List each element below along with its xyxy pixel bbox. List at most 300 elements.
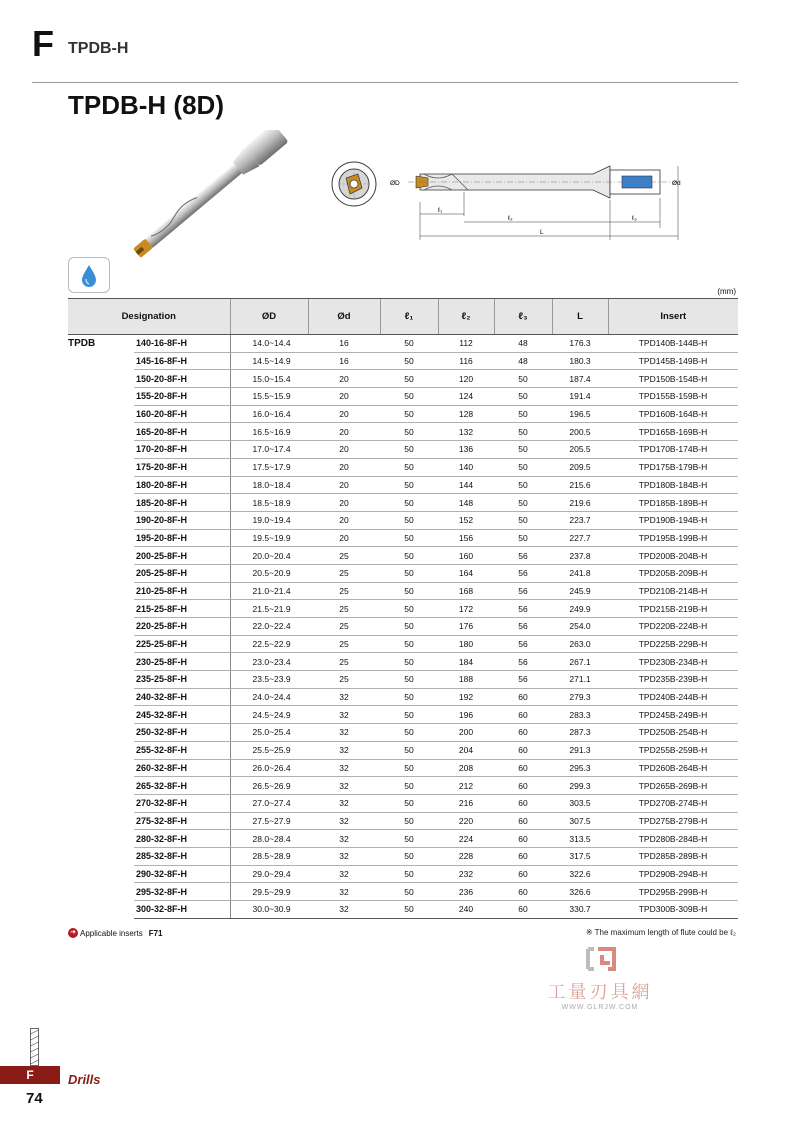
side-tab[interactable]: F (0, 1066, 60, 1084)
header-designation: Designation (68, 299, 230, 335)
l1-cell: 50 (380, 847, 438, 865)
section-letter: F (32, 23, 54, 64)
watermark-logo-icon (580, 945, 620, 973)
page-title: TPDB-H (8D) (68, 90, 224, 120)
L-cell: 326.6 (552, 883, 608, 901)
l3-cell: 50 (494, 476, 552, 494)
l2-cell: 224 (438, 830, 494, 848)
insert-cell[interactable]: TPD230B-234B-H (608, 653, 738, 671)
od-cell: 20.0~20.4 (230, 547, 308, 565)
od-cell: 16.5~16.9 (230, 423, 308, 441)
insert-cell[interactable]: TPD215B-219B-H (608, 600, 738, 618)
drill-photo (108, 130, 313, 260)
insert-cell[interactable]: TPD195B-199B-H (608, 529, 738, 547)
l2-cell: 220 (438, 812, 494, 830)
od-cell: 14.5~14.9 (230, 352, 308, 370)
L-cell: 219.6 (552, 494, 608, 512)
l3-cell: 60 (494, 706, 552, 724)
od-cell: 24.5~24.9 (230, 706, 308, 724)
table-row (68, 423, 738, 441)
od-small-cell: 20 (308, 370, 380, 388)
od-small-cell: 32 (308, 724, 380, 742)
designation-cell: 285-32-8F-H (134, 847, 230, 865)
l1-cell: 50 (380, 441, 438, 459)
table-row (68, 777, 738, 795)
od-cell: 22.5~22.9 (230, 635, 308, 653)
l3-cell: 60 (494, 759, 552, 777)
footnote-flute-length: ※ The maximum length of flute could be ℓ₂ (585, 928, 736, 937)
l3-cell: 60 (494, 830, 552, 848)
header-L: L (552, 299, 608, 335)
insert-cell[interactable]: TPD165B-169B-H (608, 423, 738, 441)
l1-cell: 50 (380, 618, 438, 636)
L-cell: 295.3 (552, 759, 608, 777)
table-row (68, 511, 738, 529)
l1-cell: 50 (380, 671, 438, 689)
insert-cell[interactable]: TPD250B-254B-H (608, 724, 738, 742)
l2-cell: 228 (438, 847, 494, 865)
designation-cell: 275-32-8F-H (134, 812, 230, 830)
insert-cell[interactable]: TPD220B-224B-H (608, 618, 738, 636)
insert-cell[interactable]: TPD190B-194B-H (608, 511, 738, 529)
designation-cell: 140-16-8F-H (134, 335, 230, 353)
od-cell: 15.0~15.4 (230, 370, 308, 388)
footnote-ref[interactable]: F71 (148, 928, 163, 938)
side-label: Drills (68, 1072, 101, 1087)
l1-cell: 50 (380, 529, 438, 547)
designation-cell: 200-25-8F-H (134, 547, 230, 565)
insert-cell[interactable]: TPD235B-239B-H (608, 671, 738, 689)
insert-cell[interactable]: TPD285B-289B-H (608, 847, 738, 865)
od-cell: 19.0~19.4 (230, 511, 308, 529)
L-cell: 317.5 (552, 847, 608, 865)
l2-cell: 180 (438, 635, 494, 653)
L-cell: 223.7 (552, 511, 608, 529)
table-row (68, 759, 738, 777)
table-row (68, 635, 738, 653)
l3-cell: 50 (494, 405, 552, 423)
od-cell: 26.0~26.4 (230, 759, 308, 777)
L-cell: 205.5 (552, 441, 608, 459)
insert-cell[interactable]: TPD295B-299B-H (608, 883, 738, 901)
l2-cell: 120 (438, 370, 494, 388)
od-small-cell: 20 (308, 529, 380, 547)
l2-cell: 116 (438, 352, 494, 370)
insert-cell[interactable]: TPD275B-279B-H (608, 812, 738, 830)
od-cell: 26.5~26.9 (230, 777, 308, 795)
header-od: ØD (230, 299, 308, 335)
l2-cell: 196 (438, 706, 494, 724)
od-cell: 19.5~19.9 (230, 529, 308, 547)
designation-cell: 295-32-8F-H (134, 883, 230, 901)
designation-cell: 260-32-8F-H (134, 759, 230, 777)
l3-cell: 56 (494, 653, 552, 671)
insert-cell[interactable]: TPD160B-164B-H (608, 405, 738, 423)
l3-cell: 60 (494, 865, 552, 883)
od-small-cell: 32 (308, 865, 380, 883)
od-cell: 24.0~24.4 (230, 688, 308, 706)
l2-cell: 204 (438, 741, 494, 759)
l3-cell: 56 (494, 635, 552, 653)
header-divider (32, 82, 738, 83)
designation-cell: 205-25-8F-H (134, 564, 230, 582)
l3-cell: 48 (494, 352, 552, 370)
l1-cell: 50 (380, 335, 438, 353)
L-cell: 322.6 (552, 865, 608, 883)
designation-cell: 165-20-8F-H (134, 423, 230, 441)
insert-cell[interactable]: TPD210B-214B-H (608, 582, 738, 600)
designation-cell: 145-16-8F-H (134, 352, 230, 370)
od-small-cell: 20 (308, 423, 380, 441)
l1-cell: 50 (380, 759, 438, 777)
L-cell: 241.8 (552, 564, 608, 582)
l1-cell: 50 (380, 423, 438, 441)
designation-cell: 255-32-8F-H (134, 741, 230, 759)
l2-cell: 168 (438, 582, 494, 600)
designation-cell: 240-32-8F-H (134, 688, 230, 706)
spec-table (68, 298, 738, 919)
l1-cell: 50 (380, 458, 438, 476)
l2-cell: 112 (438, 335, 494, 353)
insert-cell[interactable]: TPD270B-274B-H (608, 794, 738, 812)
designation-cell: 235-25-8F-H (134, 671, 230, 689)
l2-cell: 132 (438, 423, 494, 441)
section-name: TPDB-H (68, 40, 129, 57)
L-cell: 291.3 (552, 741, 608, 759)
designation-cell: 280-32-8F-H (134, 830, 230, 848)
table-row (68, 901, 738, 919)
od-small-cell: 20 (308, 476, 380, 494)
l1-cell: 50 (380, 794, 438, 812)
end-view-icon (330, 160, 378, 208)
l2-cell: 164 (438, 564, 494, 582)
header-l3: ℓ₃ (494, 299, 552, 335)
l1-cell: 50 (380, 370, 438, 388)
insert-cell[interactable]: TPD180B-184B-H (608, 476, 738, 494)
L-cell: 200.5 (552, 423, 608, 441)
footnote-text: Applicable inserts (80, 928, 143, 938)
table-row (68, 458, 738, 476)
arrow-right-icon: ➔ (68, 928, 78, 938)
l1-cell: 50 (380, 405, 438, 423)
l2-cell: 212 (438, 777, 494, 795)
l2-cell: 188 (438, 671, 494, 689)
od-cell: 21.5~21.9 (230, 600, 308, 618)
table-row (68, 441, 738, 459)
l1-cell: 50 (380, 600, 438, 618)
od-small-cell: 20 (308, 511, 380, 529)
od-cell: 29.0~29.4 (230, 865, 308, 883)
l1-cell: 50 (380, 741, 438, 759)
l3-label: ℓ₃ (632, 215, 637, 222)
l3-cell: 50 (494, 511, 552, 529)
od-small-cell: 25 (308, 582, 380, 600)
od-cell: 15.5~15.9 (230, 388, 308, 406)
l3-cell: 50 (494, 494, 552, 512)
l1-cell: 50 (380, 883, 438, 901)
designation-cell: 160-20-8F-H (134, 405, 230, 423)
l1-cell: 50 (380, 901, 438, 919)
od-cell: 23.0~23.4 (230, 653, 308, 671)
l3-cell: 48 (494, 335, 552, 353)
table-row (68, 706, 738, 724)
od-cell: 16.0~16.4 (230, 405, 308, 423)
insert-cell[interactable]: TPD205B-209B-H (608, 564, 738, 582)
od-cell: 17.5~17.9 (230, 458, 308, 476)
L-cell: 287.3 (552, 724, 608, 742)
table-row (68, 405, 738, 423)
insert-cell[interactable]: TPD280B-284B-H (608, 830, 738, 848)
table-row (68, 618, 738, 636)
watermark (520, 945, 680, 1011)
insert-cell[interactable]: TPD145B-149B-H (608, 352, 738, 370)
L-cell: 330.7 (552, 901, 608, 919)
l2-cell: 236 (438, 883, 494, 901)
l2-cell: 136 (438, 441, 494, 459)
L-cell: 299.3 (552, 777, 608, 795)
drill-side-icon (30, 1028, 39, 1066)
od-small-cell: 32 (308, 777, 380, 795)
l2-cell: 152 (438, 511, 494, 529)
l1-label: ℓ₁ (438, 207, 443, 214)
L-cell: 271.1 (552, 671, 608, 689)
L-cell: 254.0 (552, 618, 608, 636)
L-cell: 313.5 (552, 830, 608, 848)
od-small-cell: 16 (308, 335, 380, 353)
l2-cell: 200 (438, 724, 494, 742)
od-small-cell: 25 (308, 564, 380, 582)
L-cell: 245.9 (552, 582, 608, 600)
designation-cell: 170-20-8F-H (134, 441, 230, 459)
l2-cell: 148 (438, 494, 494, 512)
l2-cell: 128 (438, 405, 494, 423)
od-small-cell: 20 (308, 458, 380, 476)
l1-cell: 50 (380, 688, 438, 706)
od-small-cell: 16 (308, 352, 380, 370)
table-row (68, 653, 738, 671)
table-row (68, 600, 738, 618)
od-cell: 23.5~23.9 (230, 671, 308, 689)
table-row (68, 741, 738, 759)
od-small-cell: 32 (308, 883, 380, 901)
table-row (68, 388, 738, 406)
l3-cell: 60 (494, 883, 552, 901)
l3-cell: 50 (494, 458, 552, 476)
l3-cell: 60 (494, 777, 552, 795)
header-l2: ℓ₂ (438, 299, 494, 335)
l3-cell: 60 (494, 901, 552, 919)
l2-cell: 124 (438, 388, 494, 406)
l1-cell: 50 (380, 706, 438, 724)
l3-cell: 56 (494, 618, 552, 636)
l2-cell: 232 (438, 865, 494, 883)
od-small-cell: 32 (308, 847, 380, 865)
od-cell: 30.0~30.9 (230, 901, 308, 919)
l3-cell: 60 (494, 688, 552, 706)
od-cell: 25.5~25.9 (230, 741, 308, 759)
tool-drawing (388, 158, 698, 242)
insert-cell[interactable]: TPD300B-309B-H (608, 901, 738, 919)
l1-cell: 50 (380, 865, 438, 883)
l2-cell: 240 (438, 901, 494, 919)
L-cell: 283.3 (552, 706, 608, 724)
l2-cell: 144 (438, 476, 494, 494)
l3-cell: 56 (494, 564, 552, 582)
designation-cell: 245-32-8F-H (134, 706, 230, 724)
family-label: TPDB (68, 338, 96, 349)
l3-cell: 56 (494, 547, 552, 565)
designation-cell: 210-25-8F-H (134, 582, 230, 600)
l1-cell: 50 (380, 564, 438, 582)
l3-cell: 56 (494, 671, 552, 689)
insert-cell[interactable]: TPD155B-159B-H (608, 388, 738, 406)
insert-cell[interactable]: TPD185B-189B-H (608, 494, 738, 512)
designation-cell: 180-20-8F-H (134, 476, 230, 494)
table-row (68, 476, 738, 494)
l3-cell: 60 (494, 847, 552, 865)
l1-cell: 50 (380, 388, 438, 406)
l1-cell: 50 (380, 511, 438, 529)
L-label: L (540, 229, 544, 236)
od-cell: 20.5~20.9 (230, 564, 308, 582)
l3-cell: 50 (494, 370, 552, 388)
insert-cell[interactable]: TPD260B-264B-H (608, 759, 738, 777)
header-l1: ℓ₁ (380, 299, 438, 335)
table-row (68, 847, 738, 865)
l1-cell: 50 (380, 653, 438, 671)
insert-cell[interactable]: TPD255B-259B-H (608, 741, 738, 759)
designation-cell: 250-32-8F-H (134, 724, 230, 742)
od-small-cell: 25 (308, 547, 380, 565)
l2-cell: 140 (438, 458, 494, 476)
designation-cell: 220-25-8F-H (134, 618, 230, 636)
od-small-cell: 25 (308, 618, 380, 636)
designation-cell: 195-20-8F-H (134, 529, 230, 547)
l2-cell: 156 (438, 529, 494, 547)
L-cell: 176.3 (552, 335, 608, 353)
l2-cell: 192 (438, 688, 494, 706)
table-row (68, 812, 738, 830)
coolant-badge (68, 257, 110, 293)
l3-cell: 50 (494, 388, 552, 406)
od-small-cell: 20 (308, 388, 380, 406)
od-small-cell: 32 (308, 741, 380, 759)
od-small-cell: 32 (308, 759, 380, 777)
L-cell: 227.7 (552, 529, 608, 547)
insert-cell[interactable]: TPD245B-249B-H (608, 706, 738, 724)
od-cell: 21.0~21.4 (230, 582, 308, 600)
od-small-cell: 20 (308, 405, 380, 423)
insert-cell[interactable]: TPD265B-269B-H (608, 777, 738, 795)
od-cell: 25.0~25.4 (230, 724, 308, 742)
page-number: 74 (26, 1090, 43, 1107)
l3-cell: 60 (494, 724, 552, 742)
watermark-url: WWW.GLRJW.COM (561, 1004, 639, 1011)
L-cell: 187.4 (552, 370, 608, 388)
unit-label: (mm) (717, 287, 736, 296)
l1-cell: 50 (380, 352, 438, 370)
l1-cell: 50 (380, 777, 438, 795)
L-cell: 303.5 (552, 794, 608, 812)
od-small-label: Ød (672, 180, 681, 187)
l2-cell: 172 (438, 600, 494, 618)
insert-cell[interactable]: TPD175B-179B-H (608, 458, 738, 476)
coolant-drop-icon (69, 258, 109, 292)
l1-cell: 50 (380, 547, 438, 565)
designation-cell: 215-25-8F-H (134, 600, 230, 618)
table-row (68, 547, 738, 565)
od-cell: 27.0~27.4 (230, 794, 308, 812)
designation-cell: 265-32-8F-H (134, 777, 230, 795)
table-row (68, 671, 738, 689)
designation-cell: 300-32-8F-H (134, 901, 230, 919)
insert-cell[interactable]: TPD240B-244B-H (608, 688, 738, 706)
table-row (68, 794, 738, 812)
l3-cell: 50 (494, 529, 552, 547)
table-row (68, 529, 738, 547)
l2-cell: 176 (438, 618, 494, 636)
od-small-cell: 32 (308, 812, 380, 830)
header-od-small: Ød (308, 299, 380, 335)
od-small-cell: 32 (308, 830, 380, 848)
designation-cell: 270-32-8F-H (134, 794, 230, 812)
l1-cell: 50 (380, 635, 438, 653)
l3-cell: 50 (494, 441, 552, 459)
table-row (68, 582, 738, 600)
od-small-cell: 32 (308, 901, 380, 919)
designation-cell: 155-20-8F-H (134, 388, 230, 406)
table-body (68, 335, 738, 919)
L-cell: 263.0 (552, 635, 608, 653)
insert-cell[interactable]: TPD290B-294B-H (608, 865, 738, 883)
l2-cell: 208 (438, 759, 494, 777)
l3-cell: 50 (494, 423, 552, 441)
od-label: ØD (390, 180, 400, 187)
od-small-cell: 25 (308, 600, 380, 618)
od-small-cell: 25 (308, 671, 380, 689)
l3-cell: 56 (494, 600, 552, 618)
table-row (68, 688, 738, 706)
designation-cell: 175-20-8F-H (134, 458, 230, 476)
l3-cell: 56 (494, 582, 552, 600)
l1-cell: 50 (380, 812, 438, 830)
L-cell: 180.3 (552, 352, 608, 370)
l1-cell: 50 (380, 830, 438, 848)
od-small-cell: 20 (308, 494, 380, 512)
insert-cell[interactable]: TPD200B-204B-H (608, 547, 738, 565)
l1-cell: 50 (380, 494, 438, 512)
L-cell: 196.5 (552, 405, 608, 423)
insert-cell[interactable]: TPD225B-229B-H (608, 635, 738, 653)
table-row (68, 352, 738, 370)
insert-cell[interactable]: TPD150B-154B-H (608, 370, 738, 388)
footnote-applicable-inserts (68, 928, 163, 938)
insert-cell[interactable]: TPD140B-144B-H (608, 335, 738, 353)
designation-cell: 185-20-8F-H (134, 494, 230, 512)
od-small-cell: 20 (308, 441, 380, 459)
table-row (68, 370, 738, 388)
table-row (68, 724, 738, 742)
table-row (68, 883, 738, 901)
designation-cell: 150-20-8F-H (134, 370, 230, 388)
L-cell: 307.5 (552, 812, 608, 830)
l1-cell: 50 (380, 476, 438, 494)
L-cell: 249.9 (552, 600, 608, 618)
insert-cell[interactable]: TPD170B-174B-H (608, 441, 738, 459)
od-small-cell: 32 (308, 706, 380, 724)
l2-cell: 160 (438, 547, 494, 565)
table-row (68, 494, 738, 512)
